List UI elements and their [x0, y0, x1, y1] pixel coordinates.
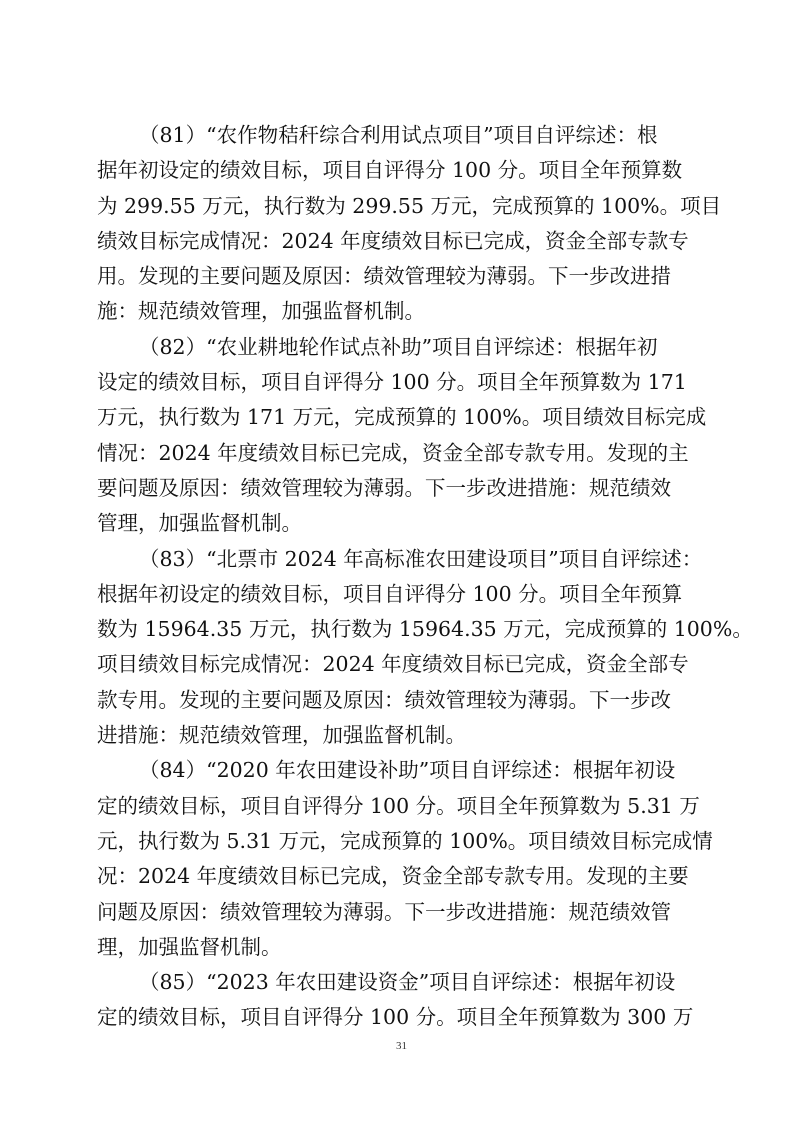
paragraph-85 — [97, 965, 707, 1036]
paragraph-83 — [97, 542, 753, 754]
paragraph-line: 理，加强监督机制。 — [97, 934, 282, 959]
paragraph-line: 据年初设定的绩效目标，项目自评得分 100 分。项目全年预算数 — [97, 158, 683, 183]
paragraph-line: （85）“2023 年农田建设资金”项目自评综述：根据年初设 — [139, 970, 676, 995]
paragraph-81 — [97, 118, 722, 330]
paragraph-line: （81）“农作物秸秆综合利用试点项目”项目自评综述：根 — [139, 123, 658, 147]
paragraph-line: 元，执行数为 5.31 万元，完成预算的 100%。项目绩效目标完成情 — [97, 828, 713, 853]
paragraph-line: 项目绩效目标完成情况：2024 年度绩效目标已完成，资金全部专 — [97, 652, 689, 677]
paragraph-line: 根据年初设定的绩效目标，项目自评得分 100 分。项目全年预算 — [97, 581, 683, 606]
paragraph-line: 施：规范绩效管理，加强监督机制。 — [97, 299, 425, 324]
body-text — [97, 118, 753, 1036]
paragraph-line: 要问题及原因：绩效管理较为薄弱。下一步改进措施：规范绩效 — [97, 475, 671, 500]
paragraph-line: （83）“北票市 2024 年高标准农田建设项目”项目自评综述： — [139, 546, 703, 571]
paragraph-line: 问题及原因：绩效管理较为薄弱。下一步改进措施：规范绩效管 — [97, 899, 671, 924]
paragraph-line: （82）“农业耕地轮作试点补助”项目自评综述：根据年初 — [139, 334, 658, 359]
paragraph-line: 管理，加强监督机制。 — [97, 511, 302, 536]
paragraph-line: 数为 15964.35 万元，执行数为 15964.35 万元，完成预算的 100%。 — [97, 617, 753, 642]
paragraph-line: 定的绩效目标，项目自评得分 100 分。项目全年预算数为 5.31 万 — [97, 793, 700, 818]
paragraph-line: 情况：2024 年度绩效目标已完成，资金全部专款专用。发现的主 — [97, 440, 689, 465]
paragraph-line: （84）“2020 年农田建设补助”项目自评综述：根据年初设 — [139, 758, 676, 783]
paragraph-82 — [97, 330, 707, 542]
paragraph-line: 为 299.55 万元，执行数为 299.55 万元，完成预算的 100%。项目 — [97, 193, 722, 218]
paragraph-line: 绩效目标完成情况：2024 年度绩效目标已完成，资金全部专款专 — [97, 228, 689, 253]
paragraph-line: 设定的绩效目标，项目自评得分 100 分。项目全年预算数为 171 — [97, 370, 687, 395]
paragraph-line: 款专用。发现的主要问题及原因：绩效管理较为薄弱。下一步改 — [97, 687, 671, 712]
paragraph-line: 用。发现的主要问题及原因：绩效管理较为薄弱。下一步改进措 — [97, 264, 671, 289]
paragraph-line: 进措施：规范绩效管理，加强监督机制。 — [97, 723, 466, 748]
page-number: 31 — [396, 1040, 407, 1052]
paragraph-84 — [97, 753, 713, 965]
paragraph-line: 定的绩效目标，项目自评得分 100 分。项目全年预算数为 300 万 — [97, 1005, 694, 1030]
paragraph-line: 万元，执行数为 171 万元，完成预算的 100%。项目绩效目标完成 — [97, 405, 707, 430]
paragraph-line: 况：2024 年度绩效目标已完成，资金全部专款专用。发现的主要 — [97, 864, 689, 889]
